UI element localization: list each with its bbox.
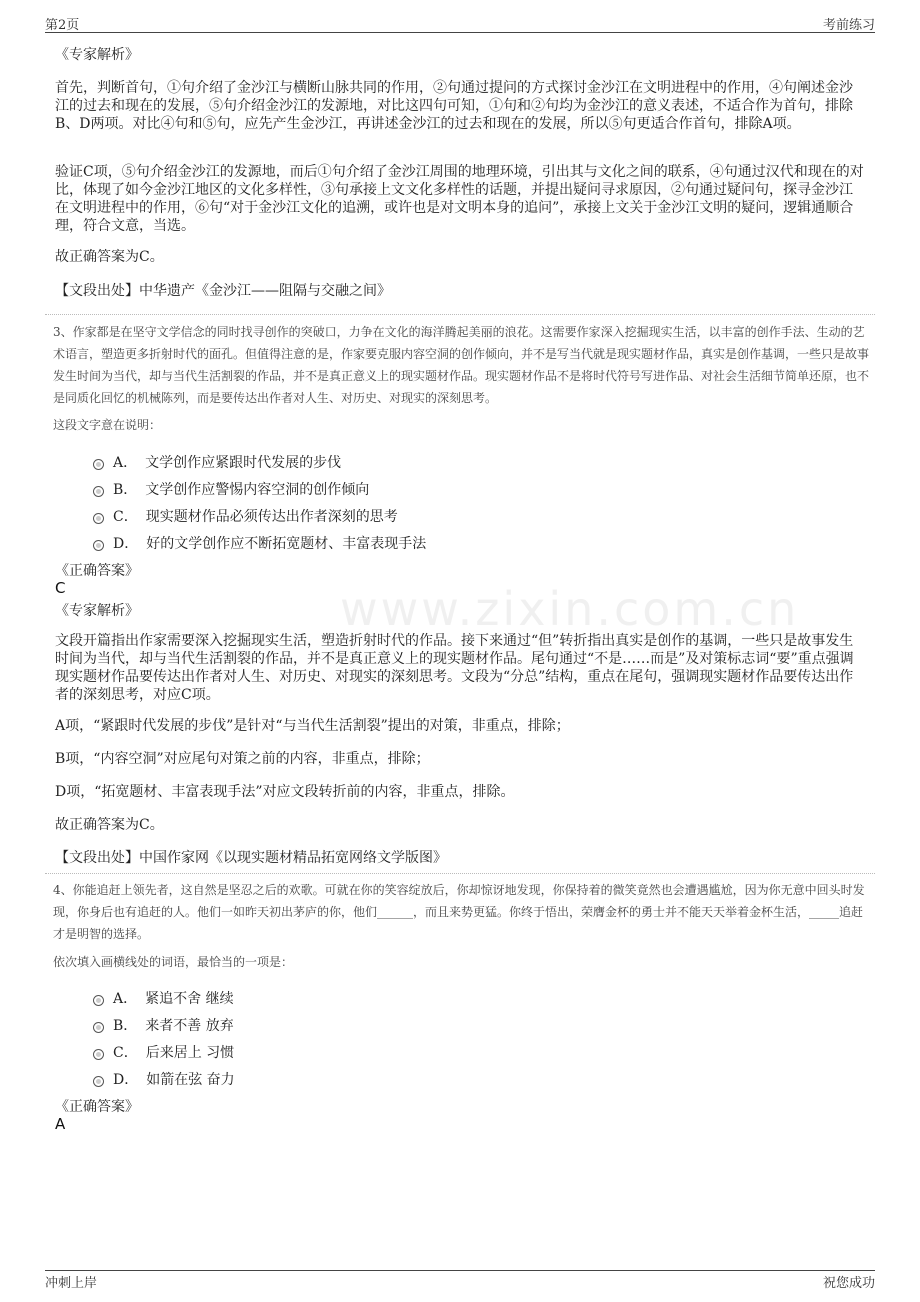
- q3-note-a: A项，“紧跟时代发展的步伐”是针对“与当代生活割裂”提出的对策，非重点，排除；: [55, 718, 570, 734]
- radio-button-icon[interactable]: [93, 486, 104, 497]
- question-divider: [45, 314, 875, 315]
- q3-note-b: B项，“内容空洞”对应尾句对策之前的内容，非重点，排除；: [55, 751, 430, 767]
- option-letter: A．: [113, 991, 138, 1007]
- q4-stem: 4、你能追赶上领先者，这自然是坚忍之后的欢歌。可就在你的笑容绽放后，你却惊讶地发现，你保持着的微笑竟然也会遭遇尴尬，因为你无意中回头时发现，你身后也有追赶的人。他们一如昨天初出茅庐的你，他们______，而且来势更猛。你终于悟出，荣膺金杯的勇士并不能天天举着金杯生活，_____追赶才是明智的选择。: [53, 883, 865, 941]
- option-letter: A．: [113, 455, 138, 471]
- q4-option-c[interactable]: [93, 1042, 234, 1062]
- q3-note-d: D项，“拓宽题材、丰富表现手法”对应文段转折前的内容，非重点，排除。: [55, 784, 515, 800]
- page-number: 第2页: [45, 18, 80, 33]
- q4-option-a[interactable]: [93, 988, 234, 1008]
- option-text: 现实题材作品必须传达出作者深刻的思考: [145, 509, 398, 525]
- header-divider: [45, 32, 875, 33]
- q3-prompt: 这段文字意在说明：: [53, 418, 162, 432]
- q2-analysis-paragraph-1: 首先，判断首句，①句介绍了金沙江与横断山脉共同的作用，②句通过提问的方式探讨金沙江在文明进程中的作用，④句阐述金沙江的过去和现在的发展，⑤句介绍金沙江的发源地，对比这四句可知，①句和②句均为金沙江的意义表述，不适合作为首句，排除B、D两项。对比④句和⑤句，应先产生金沙江，再讲述金沙江的过去和现在的发展，所以⑤句更适合作首句，排除A项。: [55, 80, 853, 132]
- option-letter: B．: [113, 1018, 138, 1034]
- option-letter: B．: [113, 482, 138, 498]
- option-text: 文学创作应紧跟时代发展的步伐: [145, 455, 342, 471]
- option-text: 好的文学创作应不断拓宽题材、丰富表现手法: [146, 536, 427, 552]
- q3-analysis-paragraph: 文段开篇指出作家需要深入挖掘现实生活，塑造折射时代的作品。接下来通过“但”转折指出真实是创作的基调，一些只是故事发生时间为当代，却与当代生活割裂的作品，并不是真正意义上的现实题材作品。尾句通过“不是……而是”及对策标志词“要”重点强调现实题材作品要传达出作者对人生、对历史、对现实的深刻思考。文段为“分总”结构，重点在尾句，强调现实题材作品要传达出作者的深刻思考，对应C项。: [55, 633, 854, 703]
- q2-source: 【文段出处】中华遗产《金沙江——阻隔与交融之间》: [55, 283, 391, 299]
- radio-button-icon[interactable]: [93, 459, 104, 470]
- q3-source: 【文段出处】中国作家网《以现实题材精品拓宽网络文学版图》: [55, 850, 447, 866]
- q4-answer-heading: 《正确答案》: [55, 1099, 139, 1115]
- q3-stem: 3、作家都是在坚守文学信念的同时找寻创作的突破口，力争在文化的海洋腾起美丽的浪花。这需要作家深入挖掘现实生活，以丰富的创作手法、生动的艺术语言，塑造更多折射时代的面孔。但值得注意的是，作家要克服内容空洞的创作倾向，并不是写当代就是现实题材作品，真实是创作基调，一些只是故事发生时间为当代，却与当代生活割裂的作品，并不是真正意义上的现实题材作品。现实题材作品不是将时代符号写进作品、对社会生活细节简单还原，也不是同质化回忆的机械陈列，而是要传达出作者对人生、对历史、对现实的深刻思考。: [53, 325, 870, 405]
- watermark: www.zixin.com.cn: [340, 582, 800, 636]
- q4-option-d[interactable]: [93, 1069, 235, 1089]
- radio-button-icon[interactable]: [93, 1022, 104, 1033]
- radio-button-icon[interactable]: [93, 995, 104, 1006]
- radio-button-icon[interactable]: [93, 1076, 104, 1087]
- footer-left-text: 冲刺上岸: [45, 1276, 98, 1291]
- radio-button-icon[interactable]: [93, 540, 104, 551]
- question-divider: [45, 873, 875, 874]
- q3-conclusion: 故正确答案为C。: [55, 817, 164, 833]
- footer-divider: [45, 1270, 875, 1271]
- option-text: 后来居上 习惯: [145, 1045, 235, 1061]
- q2-analysis-paragraph-2: 验证C项，⑤句介绍金沙江的发源地，而后①句介绍了金沙江周围的地理环境，引出其与文化之间的联系，④句通过汉代和现在的对比，体现了如今金沙江地区的文化多样性，③句承接上文文化多样性的话题，并提出疑问寻求原因，②句通过疑问句，探寻金沙江在文明进程中的作用，⑥句“对于金沙江文化的追溯，或许也是对文明本身的追问”，承接上文关于金沙江文明的疑问，逻辑通顺合理，符合文意，当选。: [55, 164, 864, 234]
- option-letter: D．: [113, 536, 139, 552]
- option-letter: C．: [113, 509, 138, 525]
- q2-conclusion: 故正确答案为C。: [55, 249, 164, 265]
- q3-answer-heading: 《正确答案》: [55, 563, 139, 579]
- q3-analysis-heading: 《专家解析》: [55, 603, 139, 619]
- q4-answer-value: A: [55, 1115, 66, 1133]
- q3-option-d[interactable]: [93, 533, 426, 553]
- radio-button-icon[interactable]: [93, 513, 104, 524]
- option-text: 来者不善 放弃: [145, 1018, 234, 1034]
- footer-right-text: 祝您成功: [822, 1276, 875, 1291]
- option-letter: D．: [113, 1072, 139, 1088]
- q3-option-b[interactable]: [93, 479, 369, 499]
- q3-option-c[interactable]: [93, 506, 398, 526]
- q3-answer-value: C: [55, 579, 66, 597]
- q2-analysis-heading: 《专家解析》: [55, 47, 139, 63]
- option-letter: C．: [113, 1045, 138, 1061]
- header-title: 考前练习: [822, 18, 875, 33]
- q4-prompt: 依次填入画横线处的词语，最恰当的一项是：: [53, 955, 294, 969]
- q4-option-b[interactable]: [93, 1015, 234, 1035]
- q3-option-a[interactable]: [93, 452, 341, 472]
- option-text: 如箭在弦 奋力: [146, 1072, 235, 1088]
- option-text: 紧追不舍 继续: [145, 991, 234, 1007]
- radio-button-icon[interactable]: [93, 1049, 104, 1060]
- option-text: 文学创作应警惕内容空洞的创作倾向: [145, 482, 370, 498]
